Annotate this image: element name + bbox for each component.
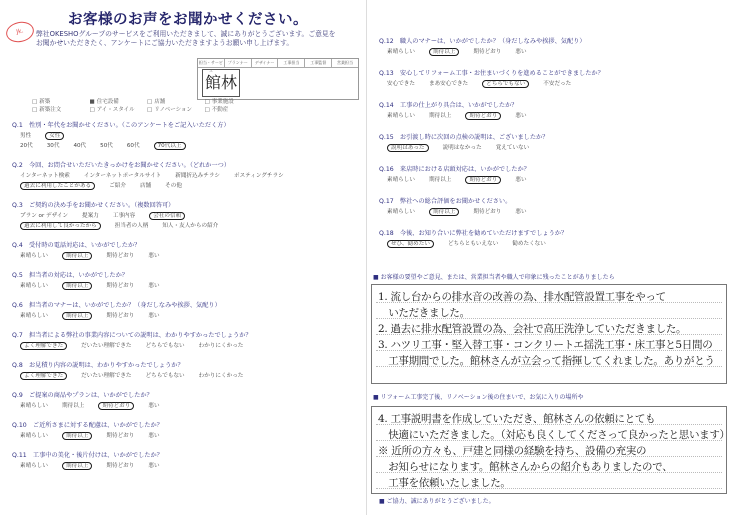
service-checkbox[interactable]: □ アイ・スタイル bbox=[90, 106, 148, 114]
company-stamp: Jk. bbox=[4, 19, 36, 44]
ruled-line bbox=[376, 334, 722, 335]
ruled-line bbox=[376, 350, 722, 351]
question-label: Q.6 担当者のマナーは、いかがでしたか？（身だしなみや挨拶、気配り） bbox=[12, 302, 221, 309]
answer-option[interactable]: 説明はなかった bbox=[442, 145, 482, 151]
answer-option[interactable]: わかりにくかった bbox=[198, 373, 244, 379]
answer-option[interactable]: 期待どおり bbox=[473, 209, 502, 215]
handwritten-line: 工事期間でした。館林さんが立会って指揮してくれました。ありがとう bbox=[378, 355, 715, 367]
ruled-line bbox=[376, 366, 722, 367]
answer-option[interactable]: 期待以上 bbox=[61, 403, 85, 409]
answer-option[interactable]: インターネット検索 bbox=[20, 173, 70, 179]
answer-option[interactable]: 素晴らしい bbox=[20, 403, 48, 409]
answer-option[interactable]: よく理解できた bbox=[20, 372, 67, 380]
answer-option[interactable]: 覚えていない bbox=[495, 145, 530, 151]
question-label: Q.4 受付時の電話対応は、いかがでしたか？ bbox=[12, 242, 141, 249]
answer-options bbox=[20, 131, 78, 139]
answer-option[interactable]: 安心できた bbox=[387, 81, 415, 87]
header-cell: デザイナー bbox=[252, 59, 279, 67]
answer-options bbox=[387, 143, 543, 151]
header-cell: 営業担当 bbox=[337, 60, 354, 65]
service-checkbox[interactable]: □ 不動産 bbox=[205, 106, 263, 114]
question-label: Q.5 担当者の対応は、いかがでしたか？ bbox=[12, 272, 128, 279]
page-title: お客様のお声をお聞かせください。 bbox=[68, 12, 308, 28]
answer-option[interactable]: 悪い bbox=[148, 433, 160, 439]
answer-option[interactable]: 期待以上 bbox=[62, 432, 92, 440]
answer-option[interactable]: 悪い bbox=[515, 177, 527, 183]
handwritten-line: 2. 過去に排水配管設置の為、会社で高圧洗浄していただきました。 bbox=[378, 323, 687, 335]
answer-option[interactable]: 店舗 bbox=[139, 183, 152, 189]
answer-option[interactable]: 期待どおり bbox=[106, 313, 135, 319]
answer-option[interactable]: 期待以上 bbox=[429, 48, 459, 56]
service-checkbox[interactable]: □ 新築注文 bbox=[32, 106, 90, 114]
answer-option[interactable]: どちらでもない bbox=[482, 80, 529, 88]
handwritten-line: ※ 近所の方々も、戸建と同様の経験を持ち、設備の充実の bbox=[378, 445, 647, 457]
answer-option[interactable]: 担当者の人柄 bbox=[114, 223, 149, 229]
header-cell: 工事監督 bbox=[305, 59, 332, 67]
answer-option[interactable]: 50代 bbox=[100, 143, 113, 149]
ruled-line bbox=[376, 488, 722, 489]
answer-option[interactable]: 素晴らしい bbox=[20, 313, 48, 319]
answer-option[interactable]: 期待どおり bbox=[106, 253, 135, 259]
answer-option[interactable]: 期待どおり bbox=[465, 112, 501, 120]
question-label: Q.12 職人のマナーは、いかがでしたか？（身だしなみや挨拶、気配り） bbox=[379, 38, 586, 45]
handwritten-line: お知らせになります。館林さんからの紹介もありましたので、 bbox=[378, 461, 673, 473]
answer-option[interactable]: 期待どおり bbox=[473, 49, 502, 55]
answer-option[interactable]: 期待どおり bbox=[106, 463, 135, 469]
service-checkbox[interactable]: □ 事業施設 bbox=[205, 98, 263, 106]
answer-option[interactable]: ぜひ、勧めたい bbox=[387, 240, 434, 248]
answer-option[interactable]: 60代 bbox=[126, 143, 140, 149]
service-checkbox[interactable]: □ 新築 bbox=[32, 98, 90, 106]
service-checkbox[interactable]: ■ 住宅設備 bbox=[90, 98, 148, 106]
answer-options bbox=[20, 141, 200, 149]
answer-option[interactable]: 期待以上 bbox=[62, 312, 92, 320]
answer-options bbox=[387, 207, 541, 215]
answer-option[interactable]: 提案力 bbox=[82, 213, 99, 219]
answer-option[interactable]: 期待どおり bbox=[465, 176, 501, 184]
answer-option[interactable]: どちらでもない bbox=[145, 373, 185, 379]
ruled-line bbox=[376, 302, 722, 303]
answer-option[interactable]: 新聞折込みチラシ bbox=[175, 173, 221, 179]
answer-options bbox=[20, 181, 196, 189]
answer-option[interactable]: 悪い bbox=[515, 209, 527, 215]
answer-option[interactable]: 会社の信頼 bbox=[149, 212, 185, 220]
answer-option[interactable]: 期待どおり bbox=[106, 283, 135, 289]
answer-option[interactable]: 悪い bbox=[515, 113, 527, 119]
comment2-title: ■ リフォーム工事完了後、リノベーション後の住まいで、お気に入りの場所や bbox=[373, 394, 584, 401]
question-label: Q.9 ご提案の商品やプランは、いかがでしたか？ bbox=[12, 392, 153, 399]
question-label: Q.14 工事の仕上がり具合は、いかがでしたか？ bbox=[379, 102, 518, 109]
question-label: Q.8 お見積り内容の説明は、わかりやすかったでしょうか？ bbox=[12, 362, 184, 369]
answer-options bbox=[20, 341, 257, 349]
question-label: Q.7 担当者による弊社の事業内容についての説明は、わかりやすかったでしょうか？ bbox=[12, 332, 252, 339]
answer-options bbox=[20, 221, 232, 229]
answer-option[interactable]: 悪い bbox=[148, 253, 160, 259]
answer-options bbox=[387, 175, 541, 183]
answer-option[interactable]: 40代 bbox=[73, 143, 87, 149]
answer-option[interactable]: 過去に利用したことがある bbox=[20, 182, 95, 190]
header-cell: プランナー bbox=[225, 59, 252, 67]
comment2-box bbox=[371, 406, 730, 494]
answer-option[interactable]: わかりにくかった bbox=[198, 343, 244, 349]
question-label: Q.11 工事中の美化・後片付けは、いかがでしたか？ bbox=[12, 452, 163, 459]
header-cell: 担当・サービス bbox=[198, 60, 223, 73]
answer-option[interactable]: よく理解できた bbox=[20, 342, 67, 350]
answer-options bbox=[387, 111, 541, 119]
answer-option[interactable]: 悪い bbox=[148, 463, 160, 469]
answer-options bbox=[20, 371, 257, 379]
answer-option[interactable]: 説明はあった bbox=[387, 144, 429, 152]
answer-options bbox=[20, 461, 174, 469]
question-label: Q.2 今回、お問合せいただいたきっかけをお聞かせください。（どれか一つ） bbox=[12, 162, 231, 169]
answer-option[interactable]: 期待以上 bbox=[62, 252, 92, 260]
answer-options bbox=[20, 431, 174, 439]
question-label: Q.10 ご近所さまに対する配慮は、いかがでしたか？ bbox=[12, 422, 163, 429]
answer-option[interactable]: プラン or デザイン bbox=[20, 213, 69, 219]
answer-option[interactable]: その他 bbox=[165, 183, 182, 189]
thanks-text: ■ ご協力、誠にありがとうございました。 bbox=[379, 498, 495, 505]
comment1-title: ■ お客様の要望やご意見、または、営業担当者や職人で印象に残ったことがありましたら bbox=[373, 274, 615, 281]
service-checklist bbox=[32, 98, 262, 114]
question-label: Q.15 お引渡し時に次回の点検の説明は、ございましたか？ bbox=[379, 134, 549, 141]
question-label: Q.16 来店時における店頭対応は、いかがでしたか？ bbox=[379, 166, 530, 173]
answer-options bbox=[20, 251, 174, 259]
handwritten-line: 工事を依頼いたしました。 bbox=[378, 477, 511, 489]
answer-option[interactable]: 期待どおり bbox=[98, 402, 134, 410]
answer-option[interactable]: 素晴らしい bbox=[387, 49, 415, 55]
ruled-line bbox=[376, 424, 722, 425]
question-label: Q.1 性別・年代をお聞かせください。（このアンケートをご記入いただく方） bbox=[12, 122, 230, 129]
answer-option[interactable]: 素晴らしい bbox=[20, 463, 48, 469]
handwritten-line: いただきました。 bbox=[378, 307, 470, 319]
question-label: Q.3 ご契約の決め手をお聞かせください。（複数回答可） bbox=[12, 202, 175, 209]
answer-option[interactable]: 素晴らしい bbox=[20, 433, 48, 439]
answer-option[interactable]: 勧めたくない bbox=[512, 241, 546, 247]
answer-option[interactable]: 素晴らしい bbox=[387, 113, 415, 119]
answer-option[interactable]: 70代以上 bbox=[154, 142, 186, 150]
answer-option[interactable]: 素晴らしい bbox=[20, 283, 48, 289]
answer-options bbox=[387, 239, 560, 247]
answer-option[interactable]: どちらともいえない bbox=[447, 241, 499, 247]
answer-option[interactable]: 期待どおり bbox=[106, 433, 135, 439]
question-label: Q.18 今後、お知り合いに弊社を勧めていただけますでしょうか？ bbox=[379, 230, 568, 237]
answer-option[interactable]: 悪い bbox=[148, 283, 160, 289]
answer-option[interactable]: だいたい理解できた bbox=[81, 373, 132, 379]
answer-option[interactable]: 期待以上 bbox=[62, 282, 92, 290]
answer-option[interactable]: 20代 bbox=[20, 143, 33, 149]
comment1-box bbox=[371, 284, 727, 384]
answer-option[interactable]: 悪い bbox=[515, 49, 527, 55]
answer-options bbox=[20, 211, 199, 219]
customer-name: 館林 bbox=[202, 69, 240, 97]
handwritten-line: 1. 流し台からの排水音の改善の為、排水配管設置工事をやって bbox=[378, 291, 666, 303]
answer-option[interactable]: 知人・友人からの紹介 bbox=[162, 223, 219, 229]
answer-option[interactable]: 期待以上 bbox=[428, 113, 452, 119]
answer-option[interactable]: 期待以上 bbox=[428, 177, 452, 183]
answer-option[interactable]: 男性 bbox=[20, 133, 32, 139]
header-cell: 工事担当 bbox=[278, 59, 305, 67]
answer-option[interactable]: 素晴らしい bbox=[387, 209, 415, 215]
survey-page-right bbox=[366, 0, 731, 515]
handwritten-line: 4. 工事説明書を作成していただき、館林さんの依頼にとても bbox=[378, 413, 656, 425]
service-checkbox[interactable]: □ 店舗 bbox=[147, 98, 205, 106]
answer-option[interactable]: 期待以上 bbox=[429, 208, 459, 216]
answer-option[interactable]: 悪い bbox=[148, 313, 160, 319]
answer-option[interactable]: 工事内容 bbox=[112, 213, 136, 219]
handwritten-line: 3. ハツリ工事・堅入替工事・コンクリートエ揺洗工事・床工事と5日間の bbox=[378, 339, 713, 351]
answer-option[interactable]: ご紹介 bbox=[109, 183, 126, 189]
staff-header-box bbox=[197, 58, 359, 100]
handwritten-line: 快適にいただきました。（対応も良くしてくださって良かったと思います） bbox=[378, 429, 730, 441]
ruled-line bbox=[376, 472, 722, 473]
ruled-line bbox=[376, 456, 722, 457]
answer-option[interactable]: 30代 bbox=[46, 143, 60, 149]
answer-option[interactable]: まあ安心できた bbox=[428, 81, 469, 87]
answer-options bbox=[20, 281, 174, 289]
answer-option[interactable]: 不安だった bbox=[543, 81, 572, 87]
answer-options bbox=[20, 401, 174, 409]
answer-options bbox=[20, 171, 298, 179]
answer-option[interactable]: 悪い bbox=[148, 403, 160, 409]
service-checkbox[interactable]: □ リノベーション bbox=[147, 106, 205, 114]
ruled-line bbox=[376, 318, 722, 319]
answer-options bbox=[20, 311, 174, 319]
answer-option[interactable]: 女性 bbox=[45, 132, 64, 140]
answer-options bbox=[387, 47, 541, 55]
intro-text: 弊社OKESHOグループのサービスをご利用いただきまして、誠にありがとうございます。ご意見をお聞かせいただきたく、アンケートにご協力いただきますようお願い申し上げます。 bbox=[36, 30, 336, 47]
answer-option[interactable]: どちらでもない bbox=[145, 343, 185, 349]
ruled-line bbox=[376, 440, 722, 441]
answer-options bbox=[387, 79, 585, 87]
answer-option[interactable]: 過去に利用して良かったから bbox=[20, 222, 101, 230]
answer-option[interactable]: 期待以上 bbox=[62, 462, 92, 470]
answer-option[interactable]: インターネットポータルサイト bbox=[83, 173, 162, 179]
question-label: Q.13 安心してリフォーム工事・お住まいづくりを進めることができましたか？ bbox=[379, 70, 604, 77]
answer-option[interactable]: ポスティングチラシ bbox=[234, 173, 284, 179]
survey-page-left bbox=[0, 0, 365, 515]
answer-option[interactable]: 素晴らしい bbox=[20, 253, 48, 259]
answer-option[interactable]: 素晴らしい bbox=[387, 177, 415, 183]
question-label: Q.17 弊社への総合評価をお聞かせください。 bbox=[379, 198, 512, 205]
answer-option[interactable]: だいたい理解できた bbox=[81, 343, 132, 349]
